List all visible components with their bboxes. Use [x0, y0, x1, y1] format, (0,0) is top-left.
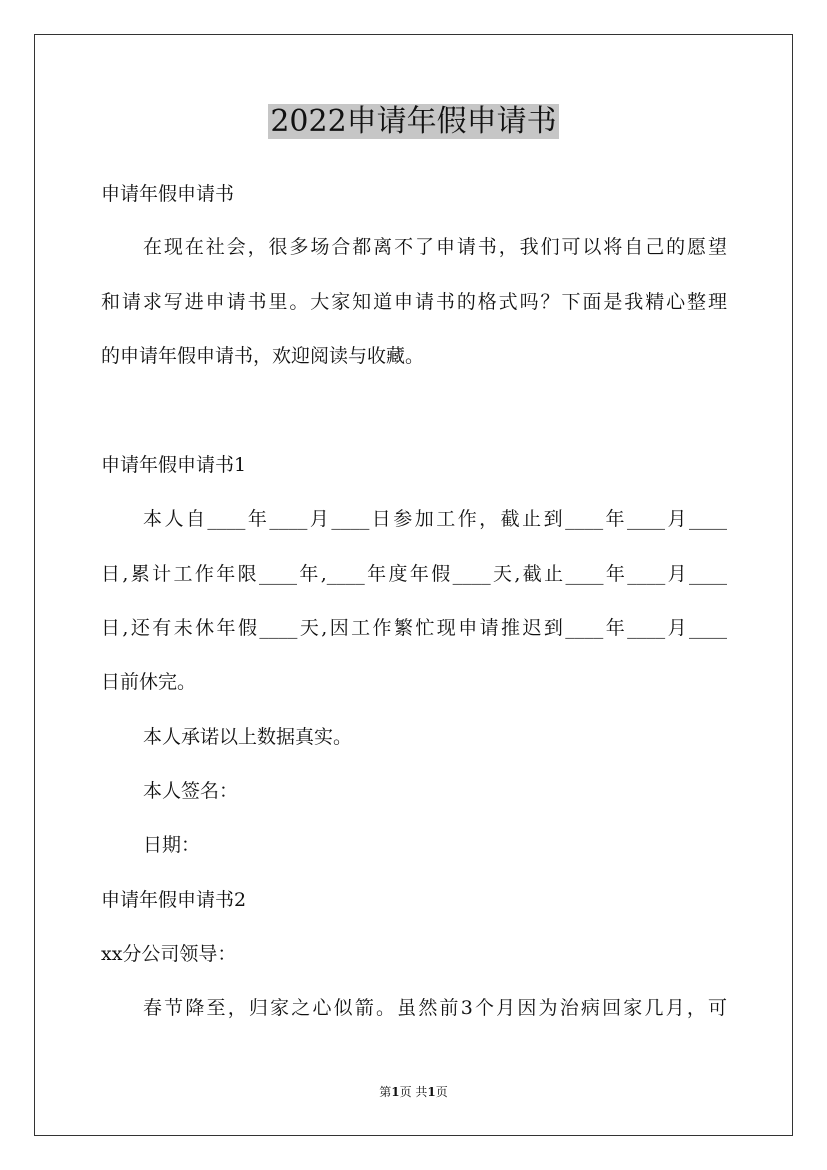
footer-page-mid: 页 共 — [399, 1085, 428, 1099]
section1-heading: 申请年假申请书1 — [101, 454, 247, 476]
footer-page-prefix: 第 — [379, 1085, 392, 1099]
document-title-text: 2022申请年假申请书 — [270, 104, 557, 139]
section1-line-1: 本人自____年____月____日参加工作，截止到____年____月____ — [143, 508, 727, 530]
section1-line-4: 日前休完。 — [101, 671, 197, 693]
section2-line-1: 春节降至，归家之心似箭。虽然前3个月因为治病回家几月，可 — [143, 997, 727, 1019]
date-label: 日期： — [143, 834, 201, 856]
section2-salutation: xx分公司领导： — [101, 943, 237, 965]
footer-page-suffix: 页 — [435, 1085, 448, 1099]
section1-line-3: 日,还有未休年假____天,因工作繁忙现申请推迟到____年____月____ — [101, 617, 727, 639]
footer-page-number: 1 — [391, 1085, 400, 1099]
section2-heading: 申请年假申请书2 — [101, 889, 247, 911]
footer-page-total: 1 — [427, 1085, 436, 1099]
section1-promise: 本人承诺以上数据真实。 — [143, 726, 353, 748]
document-subtitle: 申请年假申请书 — [101, 183, 235, 205]
page-footer — [0, 1083, 827, 1101]
signature-label: 本人签名： — [143, 780, 239, 802]
intro-line-2: 和请求写进申请书里。大家知道申请书的格式吗？下面是我精心整理 — [101, 291, 727, 313]
section1-line-2: 日,累计工作年限____年,____年度年假____天,截止____年____月____ — [101, 563, 727, 585]
intro-line-3: 的申请年假申请书，欢迎阅读与收藏。 — [101, 345, 425, 367]
intro-line-1: 在现在社会，很多场合都离不了申请书，我们可以将自己的愿望 — [143, 236, 727, 258]
document-title — [0, 100, 827, 144]
